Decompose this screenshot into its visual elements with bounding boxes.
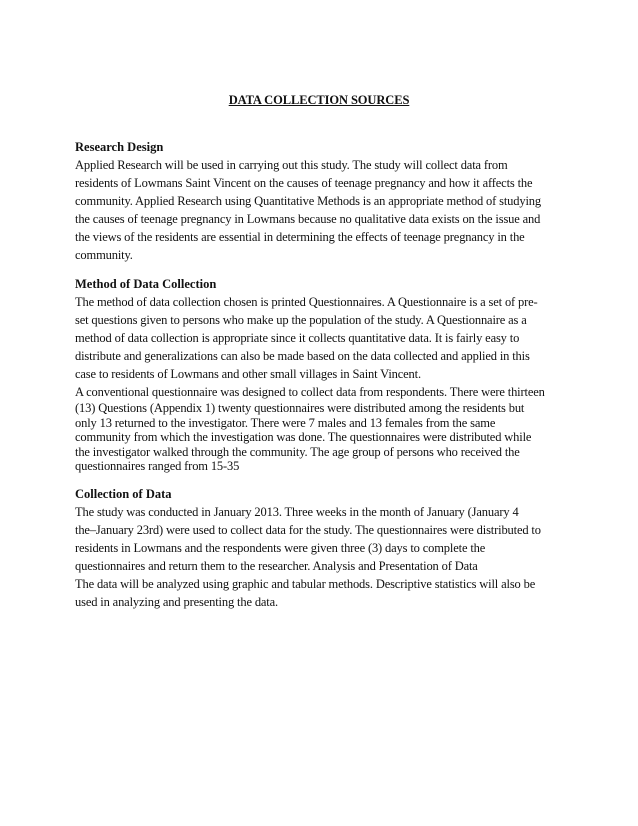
section-heading: Collection of Data — [75, 486, 172, 501]
text-line: the views of the residents are essential in determining the effects of teenage pregnancy in the — [75, 230, 525, 244]
section — [75, 138, 567, 264]
text-line: community from which the investigation was done. The questionnaires were distributed while — [75, 430, 532, 444]
text-line: A conventional questionnaire was designed to collect data from respondents. There were thirteen — [75, 385, 545, 399]
text-line: method of data collection is appropriate since it collects quantitative data. It is fairly easy to — [75, 331, 520, 345]
text-line: distribute and generalizations can also be made based on the data collected and applied in this — [75, 349, 530, 363]
text-line: set questions given to persons who make up the population of the study. A Questionnaire as a — [75, 313, 527, 327]
text-line: the investigator walked through the community. The age group of persons who received the — [75, 444, 520, 459]
text-line: residents in Lowmans and the respondents were given three (3) days to complete the — [75, 540, 486, 555]
section — [75, 275, 567, 474]
paragraph — [75, 401, 567, 474]
text-line: the causes of teenage pregnancy in Lowmans because no qualitative data exists on the issue and — [75, 212, 541, 226]
paragraph — [75, 503, 567, 611]
section — [75, 485, 567, 611]
text-line: Applied Research will be used in carrying out this study. The study will collect data from — [75, 158, 508, 172]
section-heading: Method of Data Collection — [75, 277, 217, 291]
text-line: community. Applied Research using Quantitative Methods is an appropriate method of studying — [75, 194, 542, 208]
paragraph — [75, 293, 567, 401]
text-line: used in analyzing and presenting the data. — [75, 594, 279, 609]
text-line: The study was conducted in January 2013. Three weeks in the month of January (January 4 — [75, 504, 519, 519]
text-line: The data will be analyzed using graphic and tabular methods. Descriptive statistics will also be — [75, 576, 536, 591]
document-title: DATA COLLECTION SOURCES — [228, 93, 410, 107]
text-line: the–January 23rd) were used to collect data for the study. The questionnaires were distributed to — [75, 522, 541, 537]
text-line: case to residents of Lowmans and other small villages in Saint Vincent. — [75, 367, 421, 381]
text-line: questionnaires and return them to the researcher. Analysis and Presentation of Data — [75, 558, 478, 573]
document-body — [75, 138, 567, 622]
text-line: questionnaires ranged from 15-35 — [75, 459, 240, 473]
text-line: only 13 returned to the investigator. There were 7 males and 13 females from the same — [75, 415, 496, 430]
section-heading: Research Design — [75, 140, 164, 154]
text-line: community. — [75, 248, 133, 262]
text-line: residents of Lowmans Saint Vincent on the causes of teenage pregnancy and how it affects the — [75, 176, 533, 190]
text-line: The method of data collection chosen is printed Questionnaires. A Questionnaire is a set of pre- — [75, 295, 538, 309]
text-line: (13) Questions (Appendix 1) twenty questionnaires were distributed among the residents but — [75, 401, 525, 415]
paragraph — [75, 156, 567, 264]
